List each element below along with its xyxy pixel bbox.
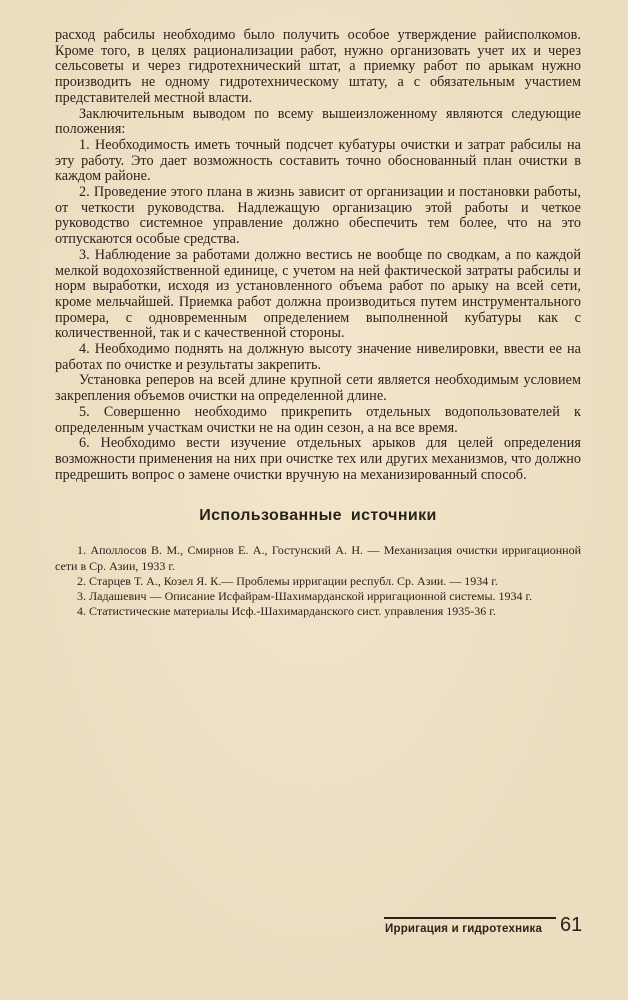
source-item: 4. Статистические материалы Исф.-Шахимарданского сист. управления 1935-36 г. bbox=[77, 604, 496, 619]
paragraph-point-5: 5. Совершенно необходимо прикрепить отдельных водопользователей к определенным участкам очистки не на один сезон, а на все время. bbox=[55, 403, 581, 436]
paragraph-point-1: 1. Необходимость иметь точный подсчет кубатуры очистки и затрат рабсилы на эту работу. Это дает возможность составить точно обоснованный план очистки в каждом районе. bbox=[55, 136, 581, 185]
source-item: 1. Аполлосов В. М., Смирнов Е. А., Гостунский А. Н. — Механизация очистки ирригационной сети в Ср. Азии, 1933 г. bbox=[55, 543, 581, 573]
source-item: 3. Ладашевич — Описание Исфайрам-Шахимарданской ирригационной системы. 1934 г. bbox=[77, 589, 533, 603]
footer-rule bbox=[384, 917, 556, 919]
paragraph-point-2: 2. Проведение этого плана в жизнь зависит от организации и постановки работы, от четкости руководства. Надлежащую организацию этой работы и четкое руководство системное управление должно обеспечить тем более, что на это отпускаются особые средства. bbox=[55, 184, 581, 248]
paragraph-point-6: 6. Необходимо вести изучение отдельных арыков для целей определения возможности применения на них при очистке тех или других механизмов, что должно предрешить вопрос о замене очистки вручную на механизированный способ. bbox=[55, 435, 581, 483]
paragraph-conclusions-intro: Заключительным выводом по всему вышеизложенному являются следующие положения: bbox=[55, 105, 581, 138]
page-number: 61 bbox=[560, 914, 583, 936]
paragraph-point-3: 3. Наблюдение за работами должно вестись не вообще по сводкам, а по каждой мелкой водохозяйственной единице, с учетом на ней фактической затраты рабсилы и норм выработки, исходя из установленного объема работ по арыку на всей сети, кроме мельчайшей. Приемка работ должна производиться путем инструментального промера, с одновременным определением выполненной кубатуры как с количественной, так и с качественной стороны. bbox=[55, 246, 581, 342]
main-text bbox=[55, 28, 581, 619]
source-item: 2. Старцев Т. А., Козел Я. К.— Проблемы ирригации республ. Ср. Азии. — 1934 г. bbox=[77, 573, 498, 588]
page-footer bbox=[384, 913, 583, 943]
journal-title: Ирригация и гидротехника bbox=[385, 923, 543, 935]
paragraph-benchmarks: Установка реперов на всей длине крупной сети является необходимым условием закрепления объемов очистки на определенной длине. bbox=[55, 372, 581, 405]
paragraph-point-4: 4. Необходимо поднять на должную высоту значение нивелировки, ввести ее на работах по очистке и результаты закрепить. bbox=[55, 341, 581, 373]
sources-list bbox=[55, 543, 581, 619]
paragraph-continuation: расход рабсилы необходимо было получить особое утверждение райисполкомов. Кроме того, в целях рационализации работ, нужно организовать учет их и через сельсоветы и через гидротехнический штат, а приемку работ по арыкам нужно производить не одному гидротехническому штату, а с обязательным участием представителей местной власти. bbox=[55, 27, 581, 106]
sources-heading: Использованные источники bbox=[199, 507, 437, 525]
